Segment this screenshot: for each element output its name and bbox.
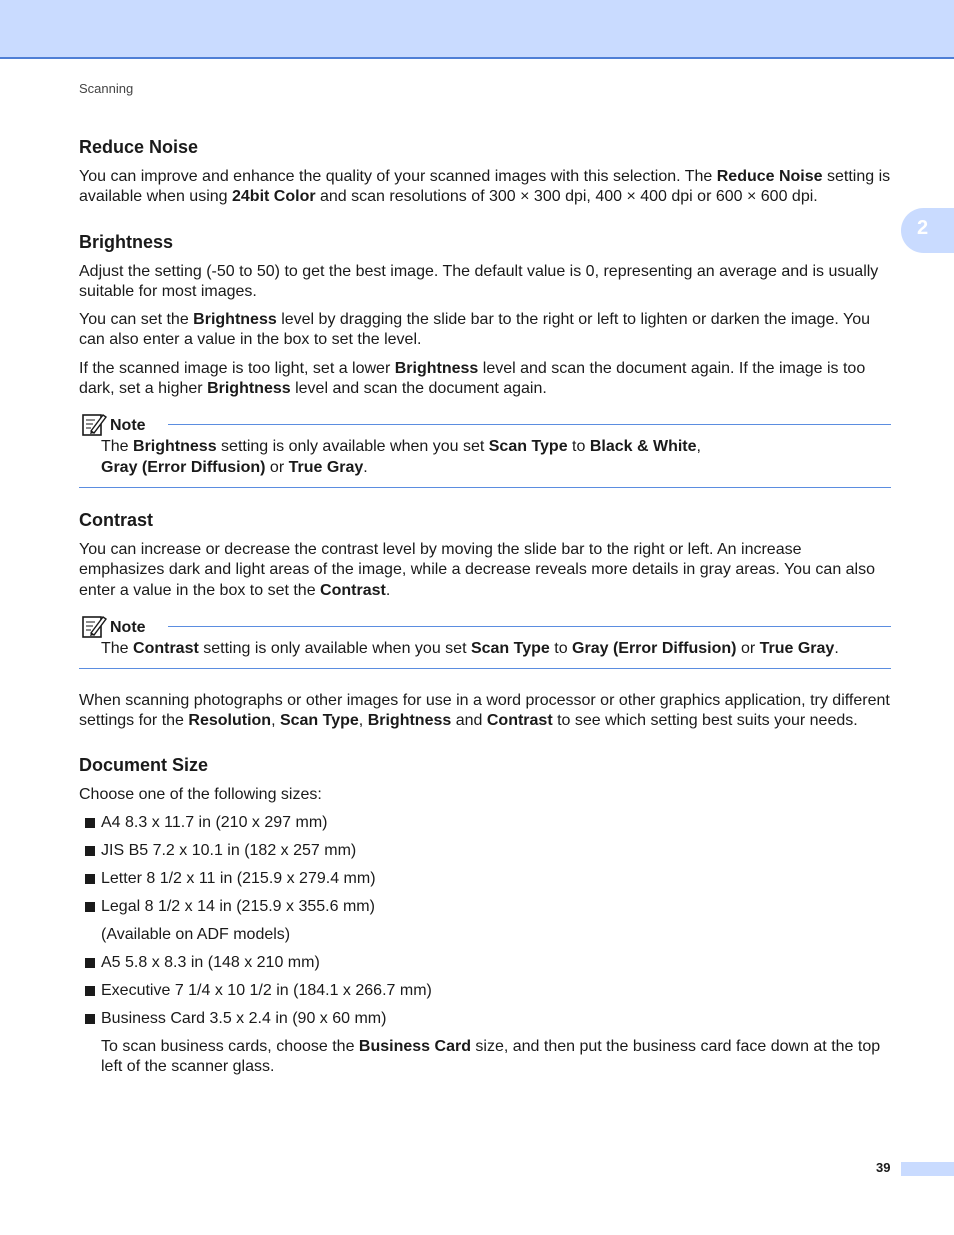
note-pencil-icon xyxy=(81,411,107,437)
section-brightness xyxy=(79,231,891,488)
note-title: Note xyxy=(110,417,146,435)
bullet-square-icon xyxy=(85,902,95,912)
contrast-paragraph: You can increase or decrease the contrast level by moving the slide bar to the right or left. An increase emphasizes dark and light areas of the image, while a decrease reveals more details in gray areas. You can also enter a value in the box to set the Contrast. xyxy=(79,540,876,599)
brightness-note xyxy=(79,411,891,488)
legal-note: (Available on ADF models) xyxy=(101,925,291,943)
brightness-paragraph-3: If the scanned image is too light, set a lower Brightness level and scan the document again. If the image is too dark, set a higher Brightness level and scan the document again. xyxy=(79,359,866,398)
bullet-square-icon xyxy=(85,818,95,828)
list-item: Legal 8 1/2 x 14 in (215.9 x 355.6 mm) xyxy=(79,897,891,917)
list-item: Letter 8 1/2 x 11 in (215.9 x 279.4 mm) xyxy=(79,869,891,889)
document-size-list xyxy=(79,813,891,917)
list-item: Business Card 3.5 x 2.4 in (90 x 60 mm) xyxy=(79,1009,891,1029)
running-head: Scanning xyxy=(79,81,134,96)
top-header-band xyxy=(0,0,954,59)
brightness-paragraph-2: You can set the Brightness level by dragging the slide bar to the right or left to lighten or darken the image. You can also enter a value in the box to set the level. xyxy=(79,311,871,349)
contrast-note xyxy=(79,613,891,669)
heading-contrast: Contrast xyxy=(79,509,154,530)
heading-reduce-noise: Reduce Noise xyxy=(79,137,199,157)
bullet-square-icon xyxy=(85,986,95,996)
section-contrast xyxy=(79,509,891,669)
note-rule xyxy=(168,626,891,627)
footer-bar xyxy=(901,1162,954,1176)
brightness-note-text: The Brightness setting is only available when you set Scan Type to Black & White, Gray (Error Diffusion) or True Gray. xyxy=(101,438,701,476)
note-pencil-icon xyxy=(81,613,107,639)
note-rule xyxy=(168,424,891,425)
list-item: A4 8.3 x 11.7 in (210 x 297 mm) xyxy=(79,813,891,833)
page-number: 39 xyxy=(876,1160,891,1175)
note-title: Note xyxy=(110,618,146,636)
brightness-paragraph-1: Adjust the setting (-50 to 50) to get the best image. The default value is 0, representing an average and is usually suitable for most images. xyxy=(79,262,879,300)
list-item: JIS B5 7.2 x 10.1 in (182 x 257 mm) xyxy=(79,841,891,861)
contrast-note-text: The Contrast setting is only available when you set Scan Type to Gray (Error Diffusion) or True Gray. xyxy=(101,639,839,657)
list-item: A5 5.8 x 8.3 in (148 x 210 mm) xyxy=(79,953,891,973)
bullet-square-icon xyxy=(85,874,95,884)
page-content xyxy=(79,136,891,1085)
chapter-number: 2 xyxy=(917,217,929,239)
chapter-tab xyxy=(901,208,954,253)
reduce-noise-paragraph: You can improve and enhance the quality of your scanned images with this selection. The Reduce Noise setting is available when using 24bit Color and scan resolutions of 300 × 300 dpi, 400 × 400 dpi or 600 × 600 dpi. xyxy=(79,168,891,206)
section-reduce-noise xyxy=(79,136,891,208)
business-card-note: To scan business cards, choose the Business Card size, and then put the business card face down at the top left of the scanner glass. xyxy=(101,1037,881,1076)
bullet-square-icon xyxy=(85,958,95,968)
section-document-size xyxy=(79,754,891,1078)
heading-brightness: Brightness xyxy=(79,231,174,252)
settings-tip-paragraph: When scanning photographs or other images for use in a word processor or other graphics application, try different settings for the Resolution, Scan Type, Brightness and Contrast to see which setting best suits your needs. xyxy=(79,692,890,730)
bullet-square-icon xyxy=(85,1014,95,1024)
document-size-intro: Choose one of the following sizes: xyxy=(79,785,322,803)
heading-document-size: Document Size xyxy=(79,754,209,775)
bullet-square-icon xyxy=(85,846,95,856)
list-item: Executive 7 1/4 x 10 1/2 in (184.1 x 266.7 mm) xyxy=(79,981,891,1001)
document-size-list-continued xyxy=(79,953,891,1029)
